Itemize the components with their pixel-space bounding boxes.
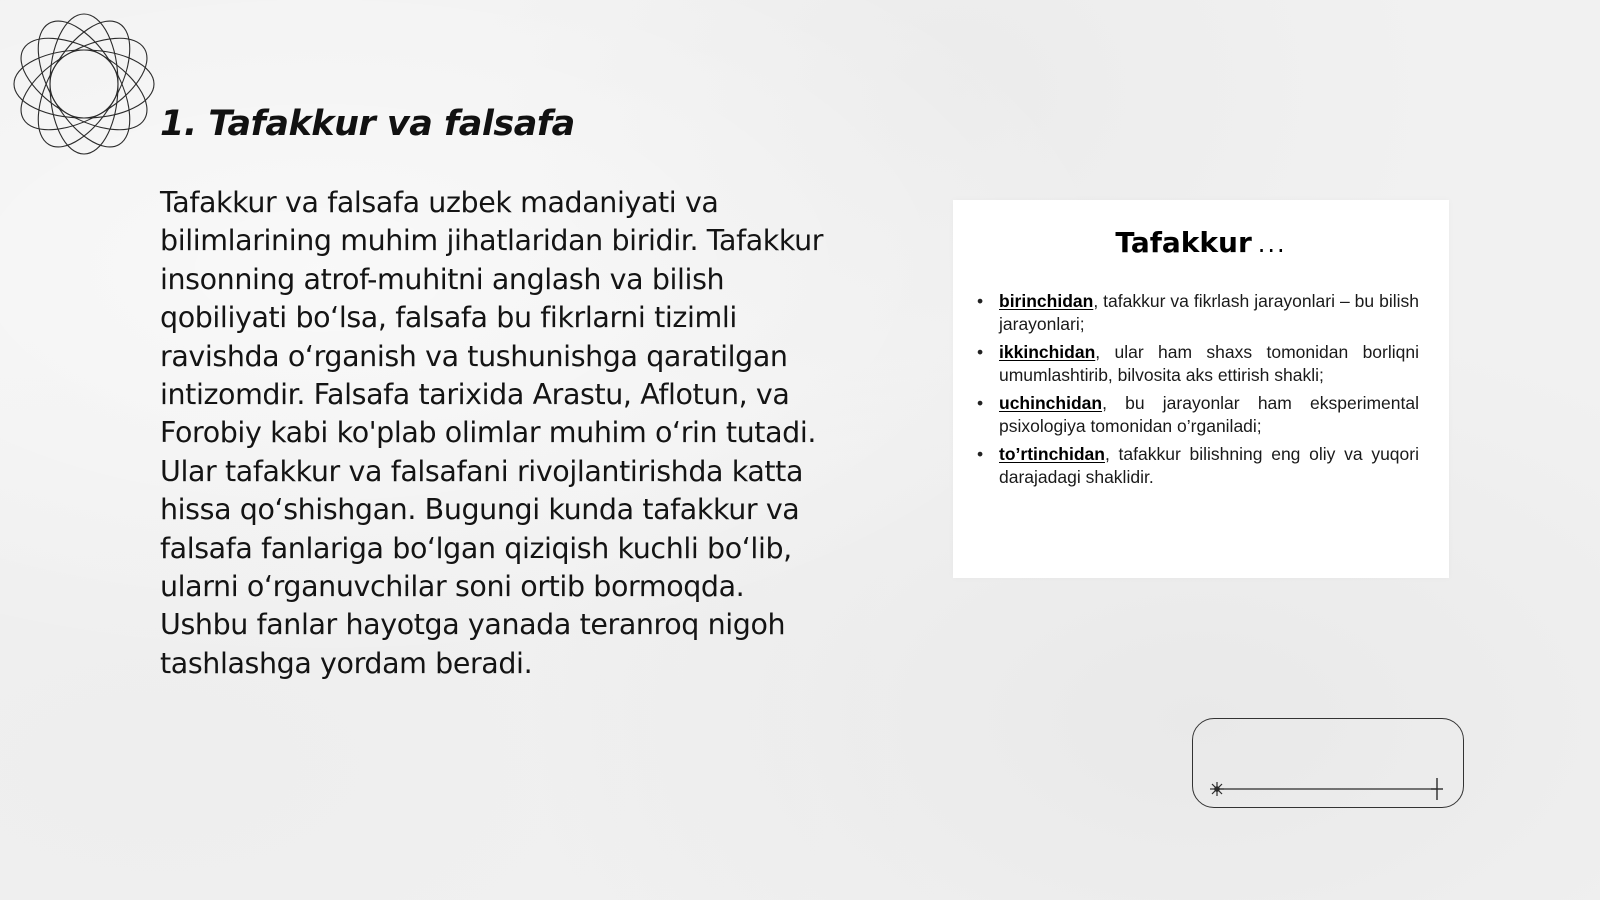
- decorative-frame: [1192, 718, 1464, 808]
- list-item: [999, 341, 1419, 387]
- decorative-line: [1193, 719, 1465, 809]
- list-item-text: , tafakkur bilishning eng oliy va yuqori darajadagi shaklidir.: [999, 444, 1419, 487]
- slide-body-text: Tafakkur va falsafa uzbek madaniyati va bilimlarining muhim jihatlaridan biridir. Tafakkur insonning atrof-muhitni anglash va bilish qobiliyati bo‘lsa, falsafa bu fikrlarni tizimli ravishda o‘rganish va tushunishga qaratilgan intizomdir. Falsafa tarixida Arastu, Aflotun, va Forobiy kabi ko'plab olimlar muhim o‘rin tutadi. Ular tafakkur va falsafani rivojlantirishda katta hissa qo‘shishgan. Bugungi kunda tafakkur va falsafa fanlariga bo‘lgan qiziqish kuchli bo‘lib, ularni o‘rganuvchilar soni ortib bormoqda. Ushbu fanlar hayotga yanada teranroq nigoh tashlashga yordam beradi.: [160, 186, 824, 680]
- sparkle-icon: [1210, 782, 1224, 796]
- list-item-text: , ular ham shaxs tomonidan borliqni umumlashtirib, bilvosita aks ettirish shakli;: [999, 342, 1419, 385]
- list-item-keyword: ikkinchidan: [999, 342, 1096, 362]
- slide-title: 1. Tafakkur va falsafa: [160, 104, 575, 144]
- tafakkur-card: [953, 200, 1449, 578]
- list-item: [999, 443, 1419, 489]
- card-title-ellipsis: ...: [1257, 230, 1287, 258]
- list-item-keyword: to’rtinchidan: [999, 444, 1105, 464]
- list-item-text: , tafakkur va fikrlash jarayonlari – bu bilish jarayonlari;: [999, 291, 1419, 334]
- list-item-text: , bu jarayonlar ham eksperimental psixologiya tomonidan o’rganiladi;: [999, 393, 1419, 436]
- spirograph-ornament-icon: [10, 10, 158, 158]
- list-item-keyword: birinchidan: [999, 291, 1094, 311]
- card-bullet-list: [999, 290, 1419, 494]
- list-item-keyword: uchinchidan: [999, 393, 1103, 413]
- list-item: [999, 392, 1419, 438]
- plus-star-icon: [1431, 778, 1443, 800]
- card-title-text: Tafakkur: [1115, 226, 1252, 259]
- list-item: [999, 290, 1419, 336]
- card-title: [953, 226, 1449, 259]
